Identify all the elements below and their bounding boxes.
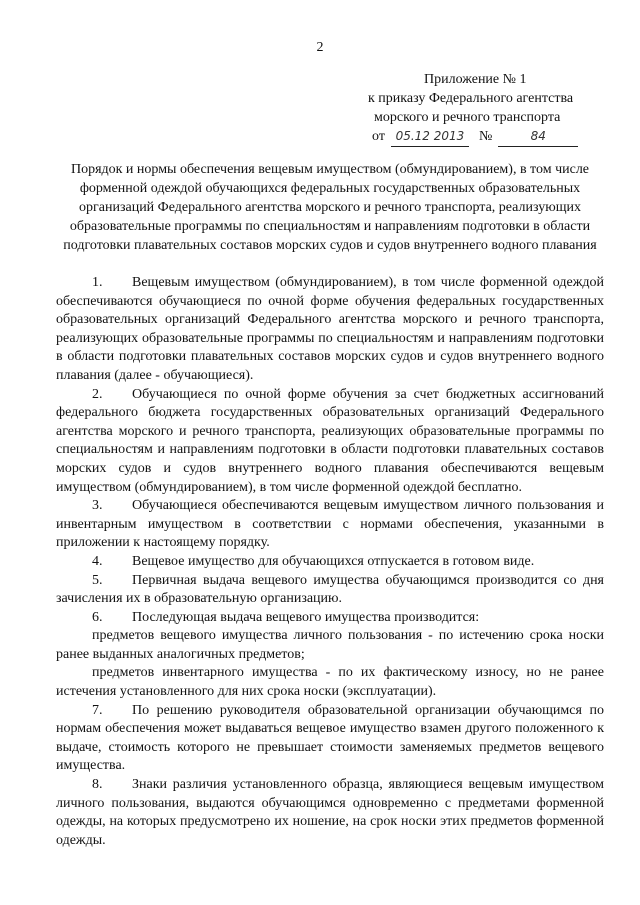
page-number: 2 [316, 40, 324, 55]
from-label: от [372, 129, 385, 144]
item-text: предметов вещевого имущества личного пользования - по истечению срока носки ранее выданных аналогичных предметов; [56, 628, 604, 662]
item-text: Последующая выдача вещевого имущества производится: [132, 609, 480, 625]
item-text: Вещевое имущество для обучающихся отпускается в готовом виде. [132, 553, 535, 569]
paragraph-1 [56, 274, 604, 386]
item-text: Обучающиеся обеспечиваются вещевым имуществом личного пользования и инвентарным имуществом в соответствии с нормами обеспечения, указанными в приложении к настоящему порядку. [56, 498, 604, 551]
item-number: 3. [92, 498, 103, 514]
paragraph-5 [56, 572, 604, 609]
item-text: Первичная выдача вещевого имущества обучающимся производится со дня зачисления их в образовательную организацию. [56, 572, 604, 607]
item-text: Знаки различия установленного образца, являющиеся вещевым имуществом личного пользования, выдаются обучающимся одновременно с предметами форменной одежды, на которых предусмотрено их ношение, на срок носки этих предметов форменной одежды. [56, 777, 604, 848]
paragraph-6-sub-1 [56, 627, 604, 664]
item-number: 4. [92, 553, 103, 569]
document-body [56, 274, 604, 850]
annex-line-2: к приказу Федерального агентства [368, 91, 574, 106]
item-number: 1. [92, 275, 103, 290]
number-label: № [478, 129, 493, 144]
paragraph-4 [56, 553, 604, 572]
annex-date-line [368, 127, 608, 147]
paragraph-7 [56, 702, 604, 776]
paragraph-8 [56, 776, 604, 850]
item-text: Обучающиеся по очной форме обучения за счет бюджетных ассигнований федерального бюджета государственных образовательных организаций Федерального агентства морского и речного транспорта, реализующих образовательные программы по специальностям и направлениям подготовки в области подготовки плавательных составов морских судов и судов внутреннего водного плавания обеспечиваются вещевым имуществом (обмундированием), в том числе форменной одеждой бесплатно. [56, 386, 604, 495]
paragraph-6-sub-2 [56, 664, 604, 701]
annex-header [368, 70, 608, 147]
item-number: 7. [92, 702, 103, 718]
handwritten-date: 05.12 2013 [391, 127, 469, 147]
item-text: По решению руководителя образовательной организации обучающимся по нормам обеспечения может выдаваться вещевое имущество взамен другого положенного к выдаче, стоимость которого не превышает стоимости заменяемых предметов вещевого имущества. [56, 702, 604, 774]
item-number: 6. [92, 609, 103, 625]
item-text: предметов инвентарного имущества - по их фактическому износу, но не ранее истечения установленного для них срока носки (эксплуатации). [56, 665, 604, 700]
annex-title: Приложение № 1 [424, 72, 527, 87]
paragraph-2 [56, 386, 604, 498]
handwritten-number: 84 [498, 127, 578, 147]
annex-line-3: морского и речного транспорта [374, 110, 561, 125]
item-number: 2. [92, 386, 103, 402]
item-number: 5. [92, 572, 103, 588]
item-text: Вещевым имуществом (обмундированием), в том числе форменной одеждой обеспечиваются обучающиеся по очной форме обучения федеральных государственных образовательных организаций Федерального агентства морского и речного транспорта, реализующих образовательные программы по специальностям и направлениям подготовки в области подготовки плавательных составов морских судов и судов внутреннего водного плавания (далее - обучающиеся). [56, 275, 604, 383]
document-heading: Порядок и нормы обеспечения вещевым имуществом (обмундированием), в том числе форменной одеждой обучающихся федеральных государственных образовательных организаций Федерального агентства морского и речного транспорта, реализующих образовательные программы по специальностям и направлениям подготовки в области подготовки плавательных составов морских судов и судов внутреннего водного плавания [63, 162, 597, 253]
paragraph-6 [56, 609, 604, 628]
paragraph-3 [56, 497, 604, 553]
item-number: 8. [92, 777, 103, 793]
